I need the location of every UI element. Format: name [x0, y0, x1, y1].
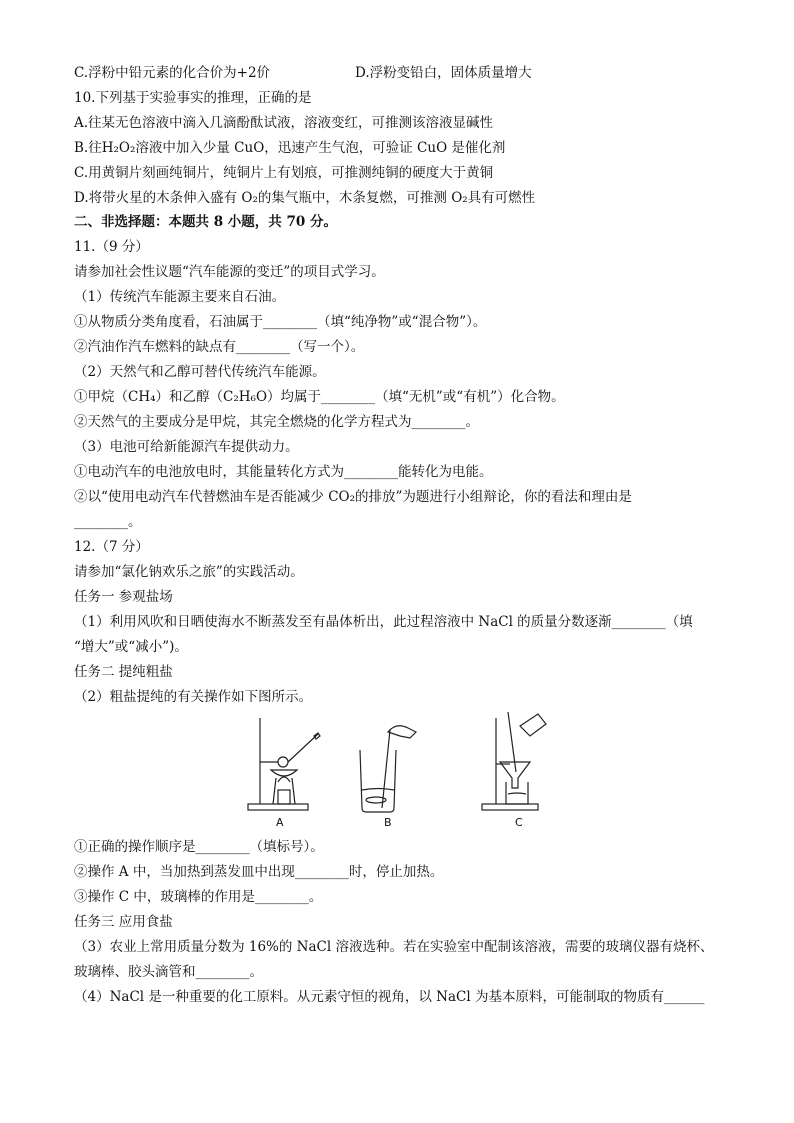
section-heading: 二、非选择题：本题共 8 小题，共 70 分。 — [74, 214, 337, 230]
q12-part3: （3）农业上常用质量分数为 16%的 NaCl 溶液选种。若在实验室中配制该溶液，需要的玻璃仪器有烧杯、 — [74, 939, 714, 955]
option-9d: D.浮粉变铅白，固体质量增大 — [355, 65, 532, 81]
apparatus-figure — [238, 712, 558, 834]
q11-part1b: ②汽油作汽车燃料的缺点有________（写一个）。 — [74, 339, 365, 355]
question-12: 12.（7 分） — [74, 539, 149, 555]
option-10c: C.用黄铜片刻画纯铜片，纯铜片上有划痕，可推测纯铜的硬度大于黄铜 — [74, 165, 494, 181]
question-12-intro: 请参加“氯化钠欢乐之旅”的实践活动。 — [74, 564, 304, 580]
q11-part3: （3）电池可给新能源汽车提供动力。 — [74, 439, 299, 455]
task-2-heading: 任务二 提纯粗盐 — [74, 664, 173, 680]
question-11: 11.（9 分） — [74, 239, 149, 255]
apparatus-c-filtration — [482, 712, 546, 810]
option-10d: D.将带火星的木条伸入盛有 O₂的集气瓶中，木条复燃，可推测 O₂具有可燃性 — [74, 190, 536, 206]
option-10a: A.往某无色溶液中滴入几滴酚酞试液，溶液变红，可推测该溶液显碱性 — [74, 115, 494, 131]
q12-part2c: ③操作 C 中，玻璃棒的作用是________。 — [74, 889, 323, 905]
q12-part4: （4）NaCl 是一种重要的化工原料。从元素守恒的视角，以 NaCl 为基本原料，可能制取的物质有______ — [74, 989, 705, 1005]
q12-part1-cont: “增大”或“减小”)。 — [74, 639, 188, 655]
option-9c: C.浮粉中铅元素的化合价为+2价 — [74, 65, 271, 81]
q11-part3a: ①电动汽车的电池放电时，其能量转化方式为________能转化为电能。 — [74, 464, 493, 480]
q11-part1a: ①从物质分类角度看，石油属于________（填“纯净物”或“混合物”）。 — [74, 314, 487, 330]
figure-label-a: A — [276, 816, 284, 829]
question-10: 10.下列基于实验事实的推理，正确的是 — [74, 90, 312, 106]
q12-part2a: ①正确的操作顺序是________（填标号）。 — [74, 839, 324, 855]
q11-part3b: ②以“使用电动汽车代替燃油车是否能减少 CO₂的排放”为题进行小组辩论，你的看法和理由是 — [74, 489, 632, 505]
q11-part1: （1）传统汽车能源主要来自石油。 — [74, 289, 286, 305]
task-3-heading: 任务三 应用食盐 — [74, 914, 173, 930]
q11-part3c: ________。 — [74, 514, 142, 530]
apparatus-a-evaporation — [248, 718, 320, 810]
q11-part2a: ①甲烷（CH₄）和乙醇（C₂H₆O）均属于________（填“无机”或“有机”）化合物。 — [74, 389, 565, 405]
q11-part2: （2）天然气和乙醇可替代传统汽车能源。 — [74, 364, 326, 380]
apparatus-b-dissolving — [360, 726, 416, 812]
q12-part3-cont: 玻璃棒、胶头滴管和________。 — [74, 964, 263, 980]
figure-label-c: C — [515, 816, 523, 829]
apparatus-drawings — [238, 712, 558, 834]
q11-part2b: ②天然气的主要成分是甲烷，其完全燃烧的化学方程式为________。 — [74, 414, 479, 430]
question-11-intro: 请参加社会性议题“汽车能源的变迁”的项目式学习。 — [74, 264, 385, 280]
figure-label-b: B — [384, 816, 392, 829]
task-1-heading: 任务一 参观盐场 — [74, 589, 173, 605]
option-10b: B.往H₂O₂溶液中加入少量 CuO，迅速产生气泡，可验证 CuO 是催化剂 — [74, 140, 506, 156]
q12-part2: （2）粗盐提纯的有关操作如下图所示。 — [74, 689, 313, 705]
q12-part2b: ②操作 A 中，当加热到蒸发皿中出现________时，停止加热。 — [74, 864, 444, 880]
q12-part1: （1）利用风吹和日晒使海水不断蒸发至有晶体析出，此过程溶液中 NaCl 的质量分数逐渐________（填 — [74, 614, 693, 630]
